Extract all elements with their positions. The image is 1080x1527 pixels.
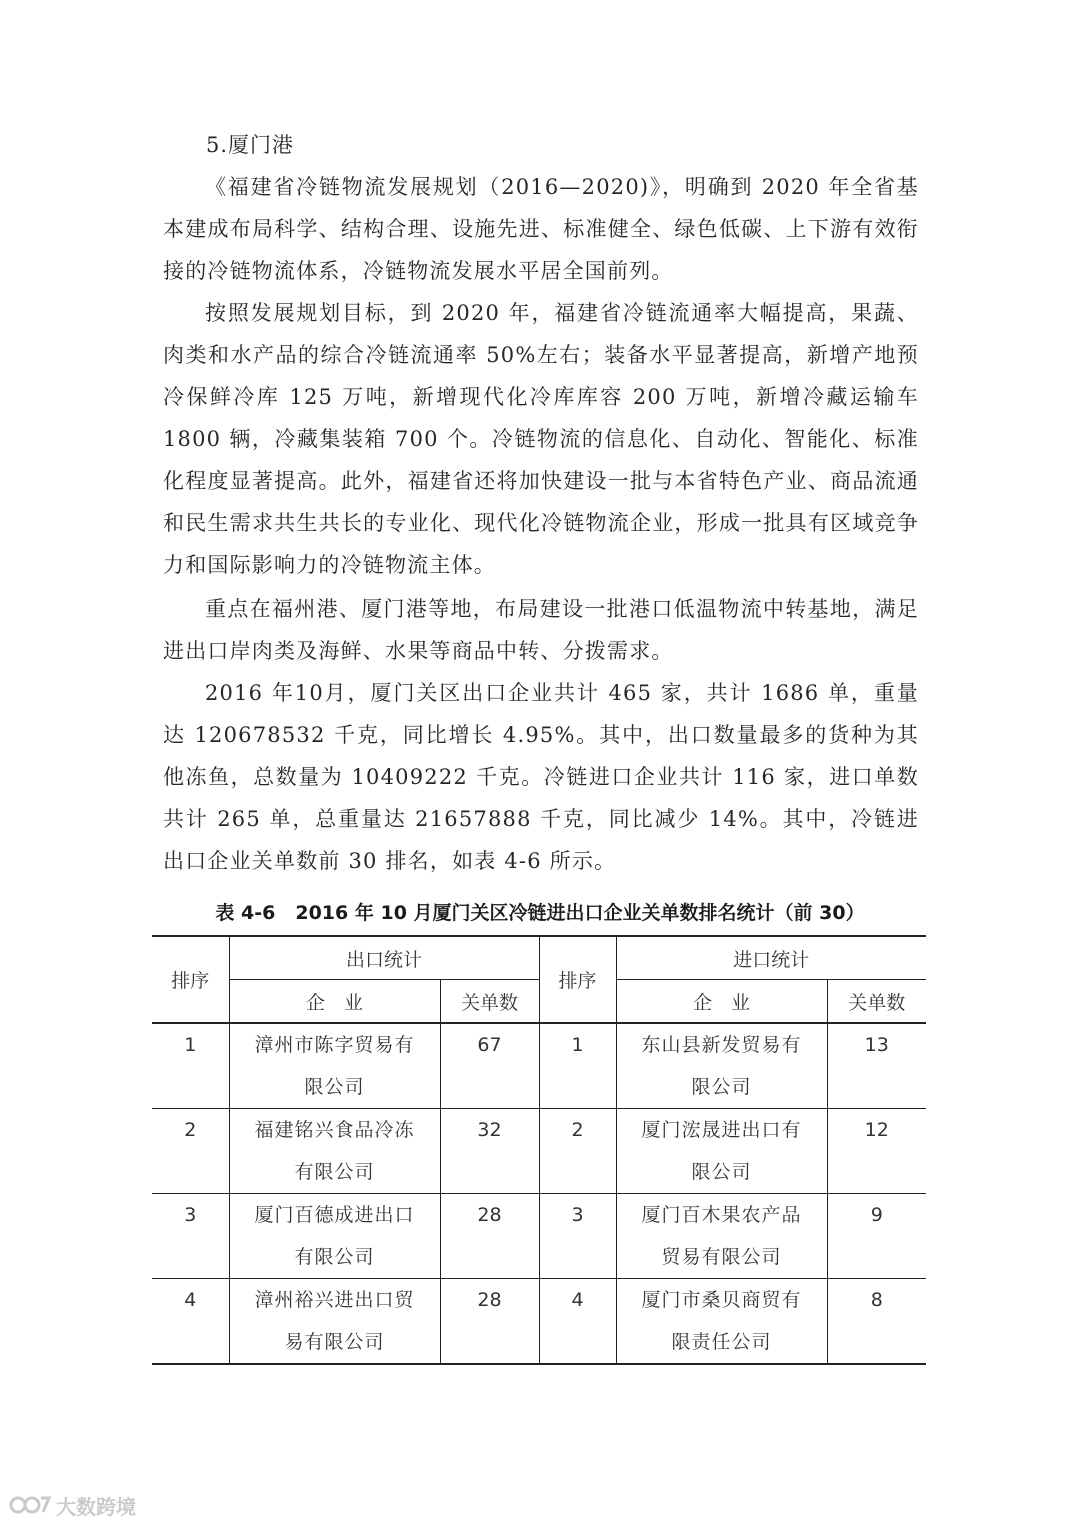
export-company-line1: 漳州裕兴进出口贸 [254,1289,415,1311]
paragraph-port-bases: 重点在福州港、厦门港等地，布局建设一批港口低温物流中转基地，满足进出口岸肉类及海鲜、水果等商品中转、分拨需求。 [163,597,919,663]
import-company-line1: 厦门市桑贝商贸有 [641,1289,802,1311]
import-company-cell [616,1279,827,1365]
import-company-cell [616,1194,827,1279]
export-rank-cell: 4 [184,1289,197,1311]
paragraph-development-targets: 按照发展规划目标，到 2020 年，福建省冷链流通率大幅提高，果蔬、肉类和水产品的综合冷链流通率 50%左右；装备水平显著提高，新增产地预冷保鲜冷库 125 万吨，新增现代化冷库库容 200 万吨，新增冷藏运输车 1800 辆，冷藏集装箱 700 个。冷链物流的信息化、自动化、智能化、标准化程度显著提高。此外，福建省还将加快建设一批与本省特色产业、商品流通和民生需求共生共长的专业化、现代化冷链物流企业，形成一批具有区域竞争力和国际影响力的冷链物流主体。 [163,301,919,577]
table-caption-title: 2016 年 10 月厦门关区冷链进出口企业关单数排名统计（前 30） [295,902,865,924]
import-company-cell [616,1023,827,1109]
import-company-line2: 限责任公司 [671,1331,772,1353]
export-company-cell [229,1023,440,1109]
import-company-line1: 东山县新发贸易有 [641,1034,802,1056]
export-rank-cell: 3 [184,1204,197,1226]
table-row [152,1194,926,1279]
export-company-line1: 福建铭兴食品冷冻 [254,1119,415,1141]
import-company-cell [616,1109,827,1194]
export-count-cell: 32 [440,1109,539,1194]
export-company-cell [229,1279,440,1365]
watermark-text: 大数跨境 [56,1494,136,1519]
export-company-line1: 漳州市陈字贸易有 [254,1034,415,1056]
export-company-line2: 有限公司 [294,1161,375,1183]
export-rank-cell: 2 [184,1119,197,1141]
export-company-line2: 易有限公司 [284,1331,385,1353]
export-count-cell: 28 [440,1279,539,1365]
export-company-header: 企 业 [229,980,440,1024]
table-header-row [152,936,926,980]
export-rank-cell: 1 [184,1034,197,1056]
import-company-line2: 贸易有限公司 [661,1246,782,1268]
import-count-cell: 9 [827,1194,926,1279]
export-company-line1: 厦门百德成进出口 [254,1204,415,1226]
export-company-line2: 有限公司 [294,1246,375,1268]
import-rank-cell: 3 [539,1194,616,1279]
paragraph-xiamen-statistics: 2016 年10月，厦门关区出口企业共计 465 家，共计 1686 单，重量达 120678532 千克，同比增长 4.95%。其中，出口数量最多的货种为其他冻鱼，总数量为 10409222 千克。冷链进口企业共计 116 家，进口单数共计 265 单，总重量达 21657888 千克，同比减少 14%。其中，冷链进出口企业关单数前 30 排名，如表 4-6 所示。 [163,681,919,873]
table-row [152,1023,926,1109]
paragraph-planning-overview: 《福建省冷链物流发展规划（2016—2020)》，明确到 2020 年全省基本建成布局科学、结构合理、设施先进、标准健全、绿色低碳、上下游有效衔接的冷链物流体系，冷链物流发展水平居全国前列。 [163,175,919,283]
export-count-cell: 28 [440,1194,539,1279]
export-rank-header: 排序 [171,970,210,992]
export-count-header: 关单数 [440,980,539,1024]
export-company-line2: 限公司 [304,1076,365,1098]
ranking-table [152,935,926,1365]
export-company-cell [229,1109,440,1194]
watermark [8,1490,136,1520]
section-heading: 5.厦门港 [206,133,295,157]
table-row [152,1279,926,1365]
import-company-line2: 限公司 [691,1076,752,1098]
import-rank-cell: 1 [539,1023,616,1109]
import-count-cell: 12 [827,1109,926,1194]
import-rank-cell: 4 [539,1279,616,1365]
import-rank-header: 排序 [539,936,616,1023]
import-company-header: 企 业 [616,980,827,1024]
import-stats-header: 进口统计 [616,936,926,980]
export-count-cell: 67 [440,1023,539,1109]
table-caption [150,898,930,928]
import-company-line1: 厦门浤晟进出口有 [641,1119,802,1141]
import-rank-cell: 2 [539,1109,616,1194]
table-caption-label: 表 4-6 [215,902,276,924]
import-count-cell: 8 [827,1279,926,1365]
import-count-header: 关单数 [827,980,926,1024]
export-company-cell [229,1194,440,1279]
import-count-cell: 13 [827,1023,926,1109]
import-company-line1: 厦门百木果农产品 [641,1204,802,1226]
watermark-logo-icon [8,1492,52,1518]
export-stats-header: 出口统计 [229,936,539,980]
table-row [152,1109,926,1194]
import-company-line2: 限公司 [691,1161,752,1183]
